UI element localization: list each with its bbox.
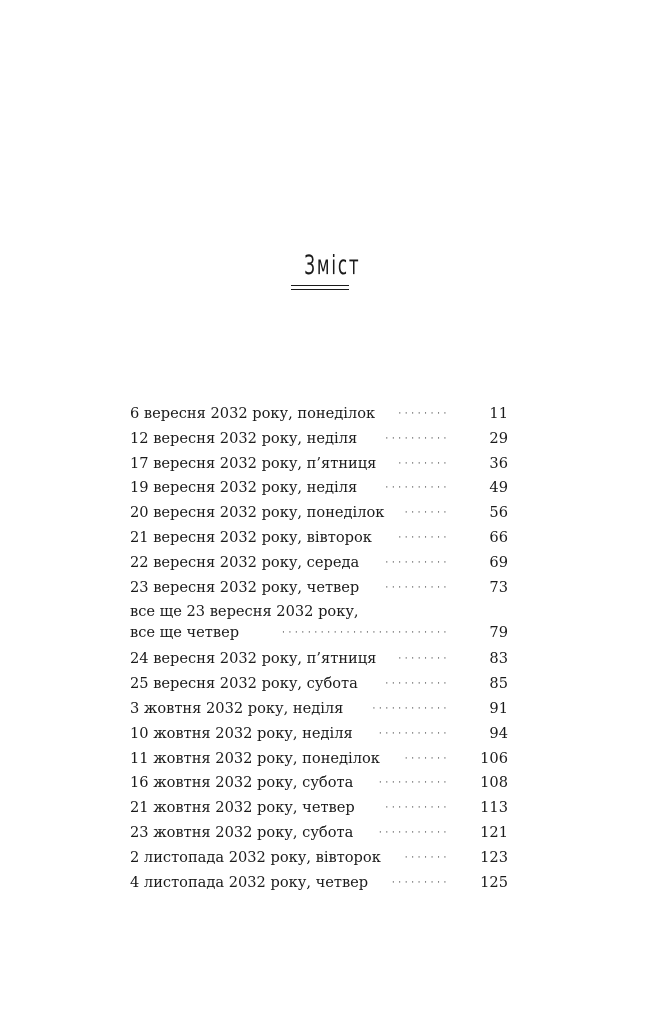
toc-entry-title: 12 вересня 2032 року, неділя	[130, 429, 358, 447]
toc-entry-title: 20 вересня 2032 року, понеділок	[130, 504, 385, 522]
toc-entry[interactable]	[130, 821, 508, 846]
toc-entry-page-number: 29	[489, 429, 508, 447]
toc-entry-page-number: 69	[489, 553, 508, 571]
toc-entry-title: 22 вересня 2032 року, середа	[130, 553, 360, 571]
toc-entry-page-number: 125	[480, 873, 508, 891]
dot-leader: ···········	[378, 827, 450, 838]
dot-leader: ··········	[385, 582, 450, 593]
toc-entry-page-number: 36	[489, 454, 508, 472]
dot-leader: ···········	[378, 778, 450, 789]
dot-leader: ········	[398, 458, 450, 469]
dot-leader: ·······	[404, 852, 450, 863]
dot-leader: ············	[372, 703, 450, 714]
toc-entry-page-number: 83	[489, 650, 508, 668]
toc-entry-page-number: 108	[480, 774, 508, 792]
toc-entry[interactable]	[130, 697, 508, 722]
toc-entry-title: 24 вересня 2032 року, п’ятниця	[130, 650, 377, 668]
toc-entry-page-number: 106	[480, 749, 508, 767]
toc-entry[interactable]	[130, 551, 508, 576]
dot-leader: ·········	[391, 877, 450, 888]
toc-entry-page-number: 66	[489, 528, 508, 546]
toc-entry[interactable]	[130, 846, 508, 871]
toc-entry[interactable]	[130, 576, 508, 601]
toc-entry-title: 23 вересня 2032 року, четвер	[130, 578, 360, 596]
toc-entry-page-number: 11	[489, 405, 508, 422]
dot-leader: ········	[398, 654, 450, 665]
toc-entry-title: 6 вересня 2032 року, понеділок	[130, 405, 376, 422]
toc-entry[interactable]	[130, 771, 508, 796]
dot-leader: ··········	[385, 433, 450, 444]
rule-line-bottom	[291, 289, 349, 290]
toc-entry-title: 25 вересня 2032 року, субота	[130, 675, 358, 693]
toc-entry-title-line2: все ще четвер	[130, 624, 240, 642]
toc-entry-page-number: 49	[489, 479, 508, 497]
toc-entry[interactable]	[130, 501, 508, 526]
toc-entry[interactable]	[130, 427, 508, 452]
toc-entry-page-number: 73	[489, 578, 508, 596]
toc-entry[interactable]	[130, 452, 508, 477]
rule-line-top	[291, 285, 349, 286]
toc-entry-title: 2 листопада 2032 року, вівторок	[130, 848, 381, 866]
toc-entry[interactable]	[130, 600, 508, 647]
toc-entry-page-number: 91	[489, 699, 508, 717]
toc-entry[interactable]	[130, 796, 508, 821]
dot-leader: ··········	[385, 803, 450, 814]
toc-entry[interactable]	[130, 672, 508, 697]
toc-entry-page-number: 56	[489, 504, 508, 522]
toc-entry[interactable]	[130, 747, 508, 772]
toc-entry-title: 11 жовтня 2032 року, понеділок	[130, 749, 380, 767]
toc-entry-title: 19 вересня 2032 року, неділя	[130, 479, 358, 497]
toc-entry-title: 3 жовтня 2032 року, неділя	[130, 699, 344, 717]
dot-leader: ··········	[385, 557, 450, 568]
toc-entry-title: 10 жовтня 2032 року, неділя	[130, 724, 353, 742]
dot-leader: ··········	[385, 679, 450, 690]
dot-leader: ··········	[385, 483, 450, 494]
page-title: Зміст	[304, 250, 361, 281]
title-double-rule	[291, 285, 349, 291]
page-heading	[0, 250, 665, 282]
toc-entry-title: 17 вересня 2032 року, п’ятниця	[130, 454, 377, 472]
toc-entry[interactable]	[130, 647, 508, 672]
toc-entry[interactable]	[130, 402, 508, 427]
dot-leader: ········	[398, 532, 450, 543]
toc-entry-page-number: 79	[489, 624, 508, 642]
toc-entry-title: 23 жовтня 2032 року, субота	[130, 823, 354, 841]
toc-entry-page-number: 94	[489, 724, 508, 742]
dot-leader: ·······	[404, 508, 450, 519]
toc-entry-title: 16 жовтня 2032 року, субота	[130, 774, 354, 792]
toc-entry-title: 21 вересня 2032 року, вівторок	[130, 528, 372, 546]
toc-entry[interactable]	[130, 722, 508, 747]
table-of-contents	[130, 402, 508, 895]
toc-entry[interactable]	[130, 476, 508, 501]
toc-entry-page-number: 121	[480, 823, 508, 841]
toc-entry-page-number: 85	[489, 675, 508, 693]
dot-leader: ··························	[282, 628, 450, 639]
toc-entry-title-line1: все ще 23 вересня 2032 року,	[130, 603, 359, 621]
dot-leader: ·······	[404, 753, 450, 764]
toc-entry[interactable]	[130, 526, 508, 551]
toc-entry-title: 4 листопада 2032 року, четвер	[130, 873, 369, 891]
toc-entry-page-number: 113	[480, 799, 508, 817]
toc-entry-title: 21 жовтня 2032 року, четвер	[130, 799, 355, 817]
dot-leader: ········	[398, 409, 450, 419]
toc-entry-page-number: 123	[480, 848, 508, 866]
dot-leader: ···········	[378, 728, 450, 739]
toc-entry[interactable]	[130, 871, 508, 896]
